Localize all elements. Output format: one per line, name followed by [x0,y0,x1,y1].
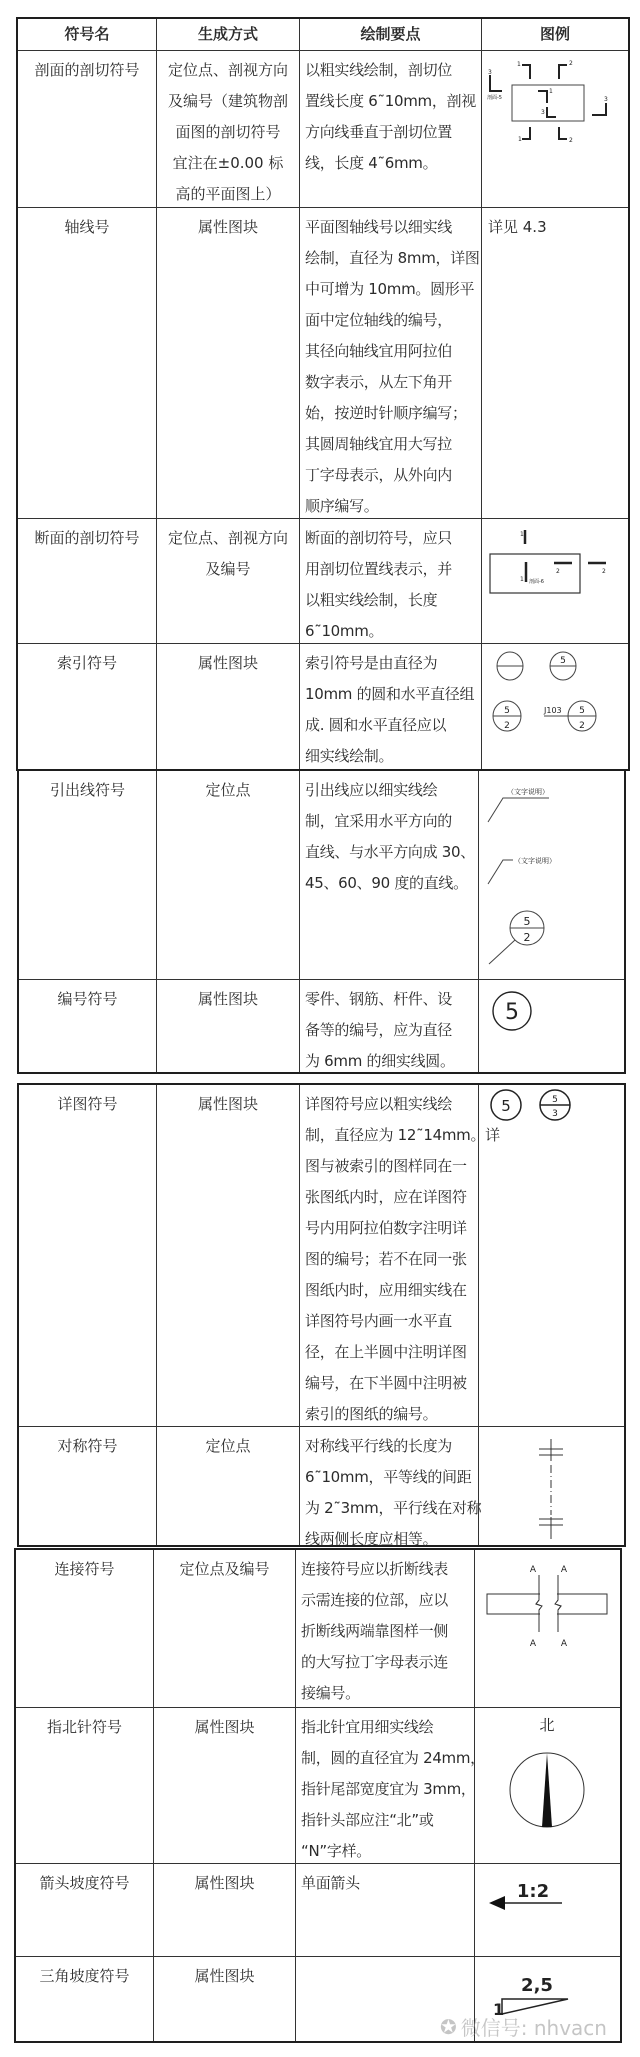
svg-text:1: 1 [520,531,524,538]
row-4-name: 引出线符号 [19,771,157,980]
svg-text:（文字说明）: （文字说明） [507,788,549,796]
detail-symbol-legend [479,1085,624,1426]
row-9-name: 指北针符号 [16,1708,154,1864]
connection-symbol-legend [475,1550,620,1707]
row-3-method: 属性图块 [157,644,300,769]
row-8-method: 定位点及编号 [154,1550,296,1708]
column-header-name: 符号名 [18,19,157,51]
row-3-notes: 索引符号是由直径为 10mm 的圆和水平直径组 成. 圆和水平直径应以 细实线绘制。 [300,644,482,769]
row-7-legend [479,1427,624,1545]
svg-text:5: 5 [560,656,566,666]
svg-text:2,5: 2,5 [521,1975,553,1996]
row-1-method: 属性图块 [157,208,300,519]
row-5-notes: 零件、钢筋、杆件、设 备等的编号，应为直径 为 6mm 的细实线圆。 [300,980,479,1072]
row-1-notes: 平面图轴线号以细实线 绘制，直径为 8mm，详图 中可增为 10mm。圆形平 面中定位轴线的编号， 其径向轴线宜用阿拉伯 数字表示，从左下角开 始，按逆时针顺序编写； 其圆周轴线宜用大写拉 丁字母表示，从外向内 顺序编写。 [300,208,482,519]
row-7-method: 定位点 [157,1427,300,1545]
index-symbol-legend [482,644,628,769]
svg-text:2: 2 [569,137,573,144]
row-2-notes: 断面的剖切符号，应只 用剖切位置线表示，并 以粗实线绘制，长度 6˜10mm。 [300,519,482,644]
row-7-notes: 对称线平行线的长度为 6˜10mm，平等线的间距 为 2˜3mm，平行线在对称 线两侧长度应相等。 [300,1427,479,1545]
row-8-legend [475,1550,620,1708]
svg-text:5: 5 [552,1095,558,1105]
row-4-legend [479,771,624,980]
svg-text:北: 北 [539,1716,555,1734]
svg-text:5: 5 [579,706,585,716]
svg-text:1: 1 [518,136,522,143]
row-10-legend [475,1864,620,1957]
row-6-name: 详图符号 [19,1085,157,1427]
svg-text:5: 5 [505,1000,519,1025]
row-10-notes: 单面箭头 [296,1864,475,1957]
svg-text:J103: J103 [544,706,562,715]
svg-text:（文字说明）: （文字说明） [514,857,556,865]
row-2-method: 定位点、剖视方向 及编号 [157,519,300,644]
svg-text:2: 2 [523,931,531,944]
arrow-slope-legend [475,1864,620,1956]
row-0-method: 定位点、剖视方向 及编号（建筑物剖 面图的剖切符号 宜注在±0.00 标 高的平面图上） [157,51,300,208]
row-0-legend [482,51,628,208]
svg-text:1: 1 [520,576,524,583]
row-5-name: 编号符号 [19,980,157,1072]
svg-text:2: 2 [556,568,560,575]
row-1-legend [482,208,628,519]
column-header-notes: 绘制要点 [300,19,482,51]
svg-text:2: 2 [602,568,606,575]
column-header-legend: 图例 [482,19,628,51]
row-11-name: 三角坡度符号 [16,1957,154,2041]
svg-text:3: 3 [552,1109,558,1119]
row-4-method: 定位点 [157,771,300,980]
row-6-method: 属性图块 [157,1085,300,1427]
row-4-notes: 引出线应以细实线绘 制，宜采用水平方向的 直线、与水平方向成 30、 45、60、90 度的直线。 [300,771,479,980]
north-arrow-legend [475,1708,620,1863]
row-6-notes: 详图符号应以粗实线绘 制，直径应为 12˜14mm。详 图与被索引的图样同在一 张图纸内时，应在详图符 号内用阿拉伯数字注明详 图的编号；若不在同一张 图纸内时，应用细实线在 详图符号内画一水平直 径，在上半圆中注明详图 编号，在下半圆中注明被 索引的图纸的编号。 [300,1085,479,1427]
symmetry-symbol-legend [479,1427,624,1545]
svg-text:5: 5 [501,1097,511,1115]
numbering-symbol-legend [479,980,624,1072]
row-9-notes: 指北针宜用细实线绘 制，圆的直径宜为 24mm， 指针尾部宽度宜为 3mm， 指针头部应注“北”或 “N”字样。 [296,1708,475,1864]
svg-text:3: 3 [488,69,492,76]
svg-text:A: A [529,1565,537,1575]
legend-reference-text: 详见 4.3 [488,218,547,236]
svg-text:1: 1 [493,2000,505,2019]
row-3-legend [482,644,628,769]
row-10-method: 属性图块 [154,1864,296,1957]
row-8-name: 连接符号 [16,1550,154,1708]
svg-text:A: A [560,1565,568,1575]
table-section-2 [17,769,626,1074]
svg-text:剖面-5: 剖面-5 [487,95,502,101]
svg-text:A: A [560,1639,568,1649]
row-6-legend [479,1085,624,1427]
svg-text:1:2: 1:2 [516,1881,550,1902]
svg-text:剖面-6: 剖面-6 [529,579,544,585]
leader-line-symbol-legend [479,771,624,979]
row-7-name: 对称符号 [19,1427,157,1545]
table-section-4 [14,1548,622,2043]
svg-text:A: A [529,1639,537,1649]
cross-section-symbol-legend [482,519,628,643]
row-5-legend [479,980,624,1072]
row-3-name: 索引符号 [18,644,157,769]
watermark-text: 微信号: nhvacn [460,2016,607,2040]
row-0-name: 剖面的剖切符号 [18,51,157,208]
table-section-3 [17,1083,626,1547]
row-9-legend [475,1708,620,1864]
row-2-name: 断面的剖切符号 [18,519,157,644]
row-9-method: 属性图块 [154,1708,296,1864]
svg-text:2: 2 [504,721,510,731]
wechat-icon: ✪ [440,2014,457,2039]
row-5-method: 属性图块 [157,980,300,1072]
svg-text:3: 3 [604,96,608,103]
row-2-legend [482,519,628,644]
table-section-1 [16,17,630,771]
svg-text:5: 5 [504,706,510,716]
row-1-name: 轴线号 [18,208,157,519]
svg-text:5: 5 [523,915,531,928]
row-11-method: 属性图块 [154,1957,296,2041]
row-8-notes: 连接符号应以折断线表 示需连接的位部，应以 折断线两端靠图样一侧 的大写拉丁字母表示连 接编号。 [296,1550,475,1708]
row-0-notes: 以粗实线绘制，剖切位 置线长度 6˜10mm，剖视 方向线垂直于剖切位置 线，长度 4˜6mm。 [300,51,482,208]
row-10-name: 箭头坡度符号 [16,1864,154,1957]
svg-text:1: 1 [517,61,521,68]
svg-text:2: 2 [579,721,585,731]
watermark [440,2012,607,2041]
column-header-method: 生成方式 [157,19,300,51]
svg-text:1: 1 [549,88,553,95]
svg-text:3: 3 [541,109,545,116]
svg-text:2: 2 [569,60,573,67]
section-cut-symbol-legend [482,51,628,207]
